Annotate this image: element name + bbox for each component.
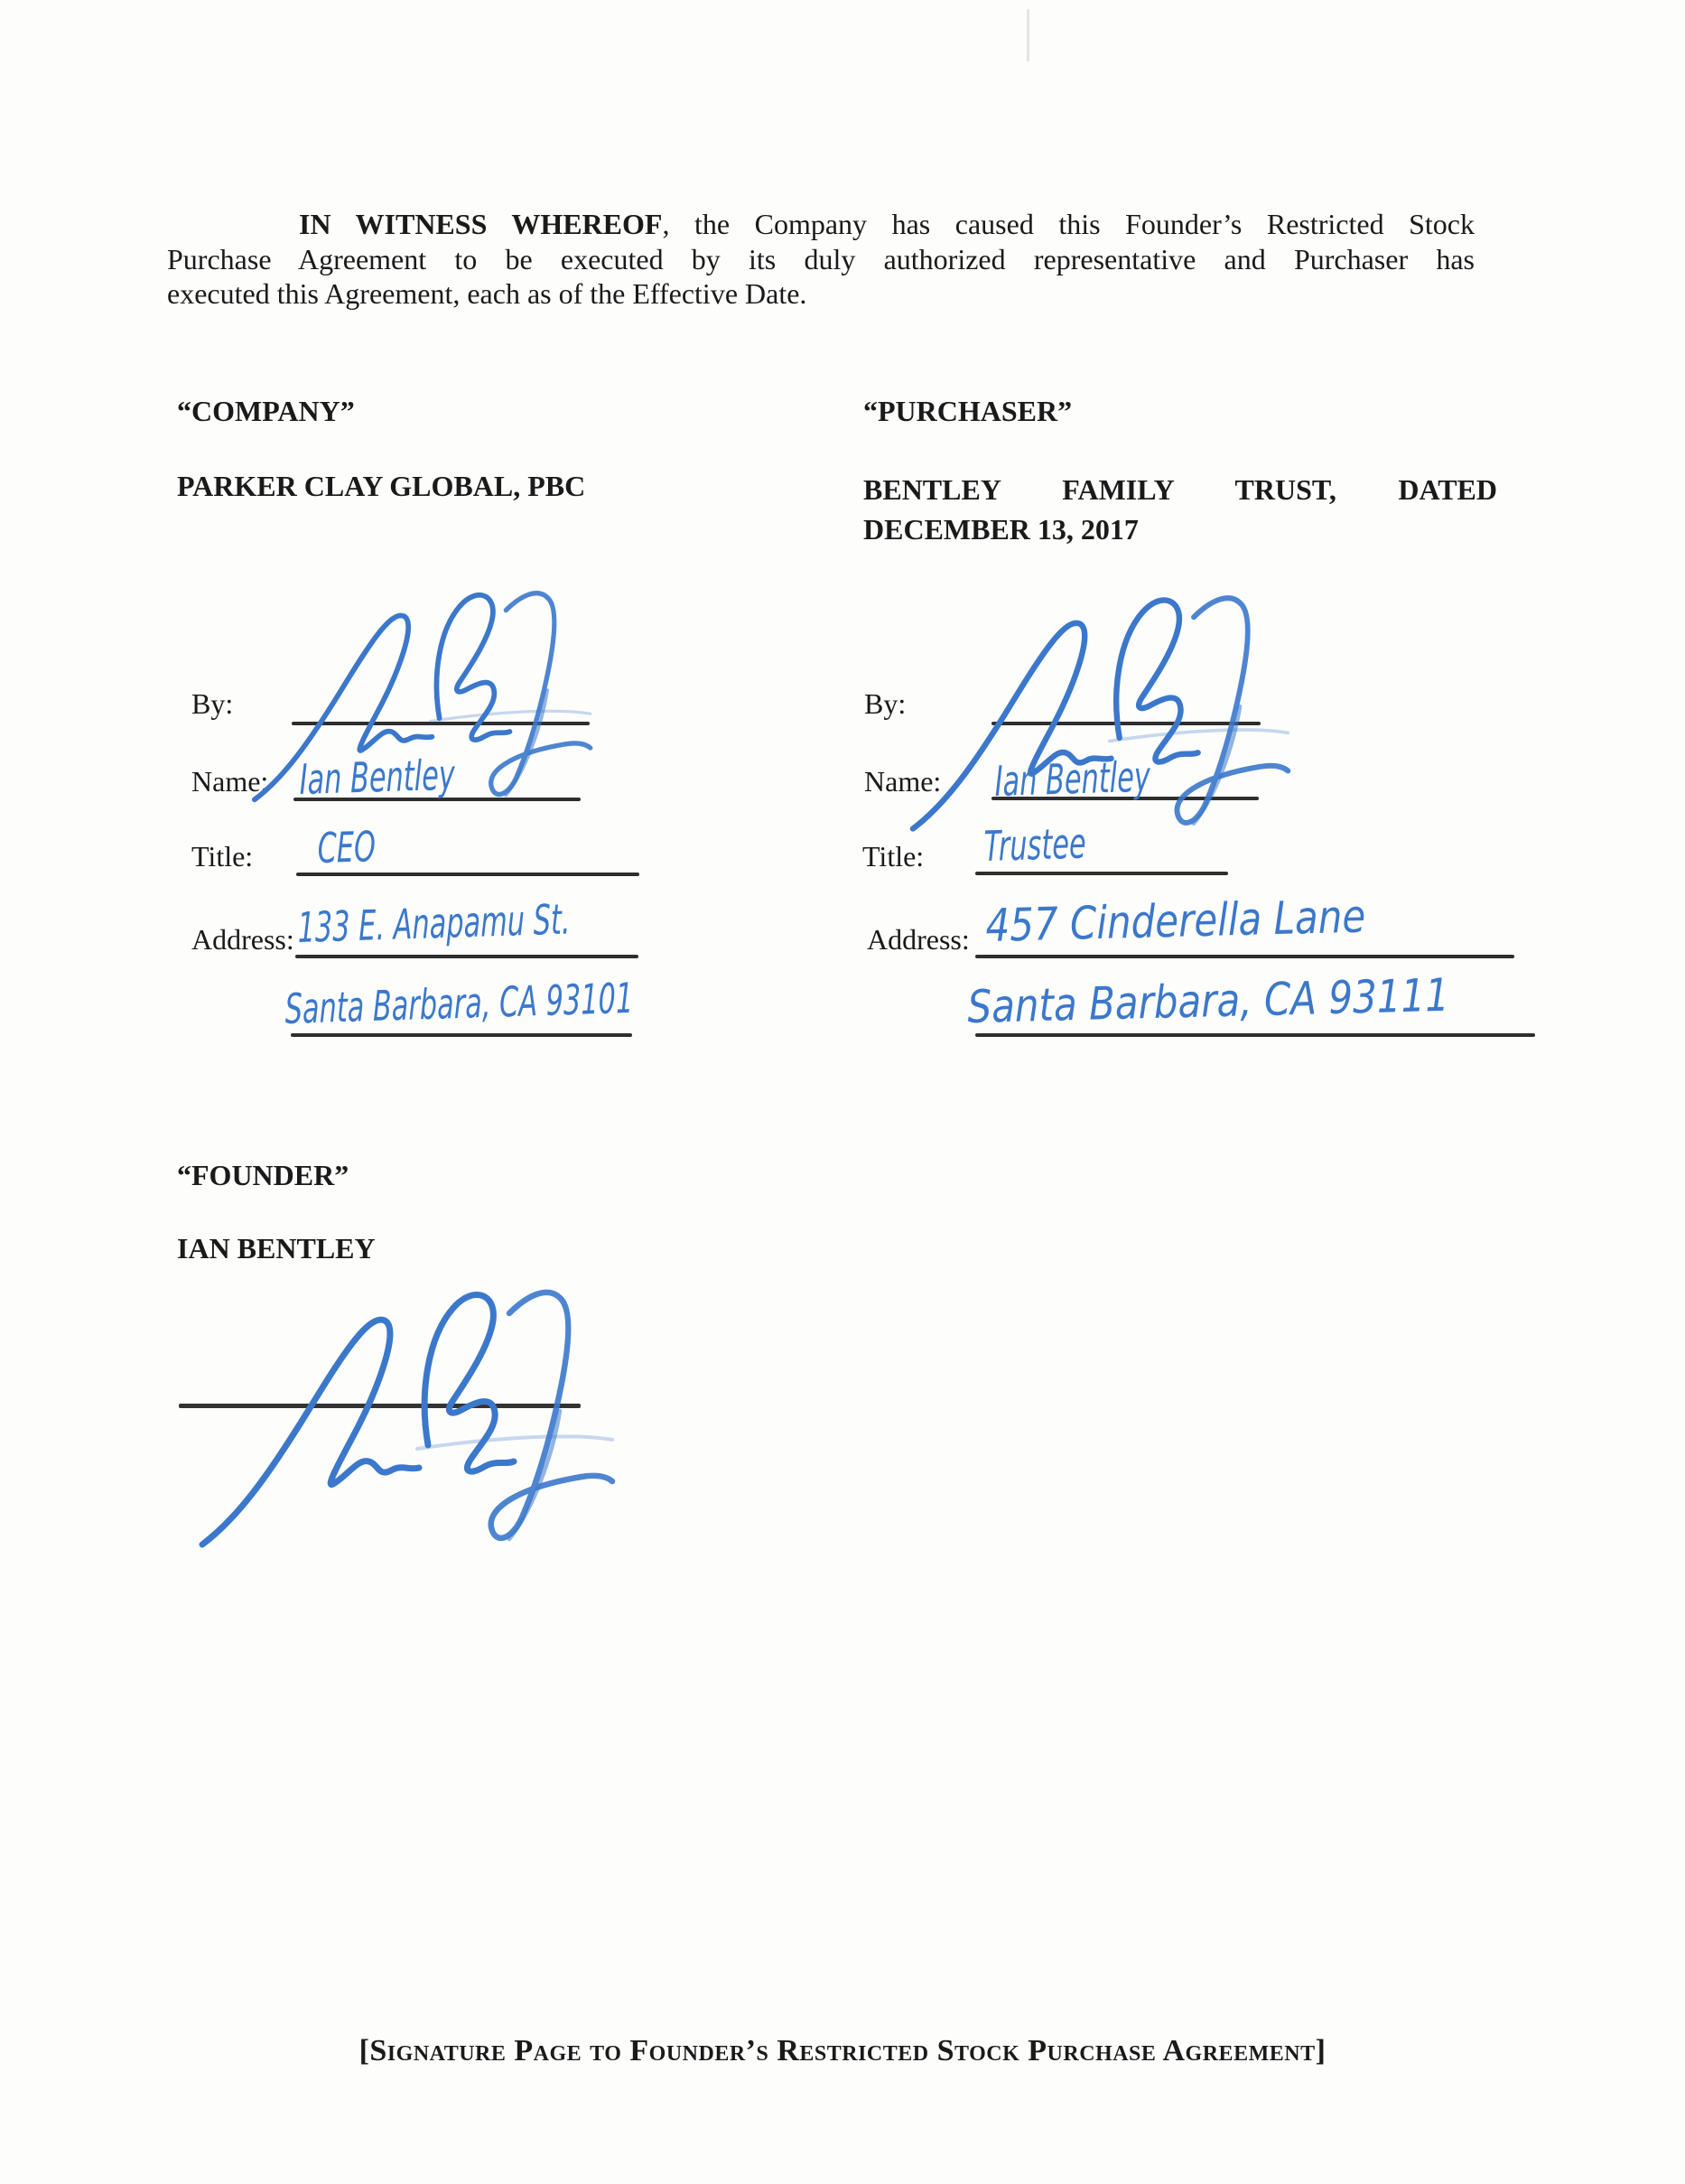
- company-name-value: Ian Bentley: [299, 750, 456, 804]
- company-title-value: CEO: [317, 821, 377, 873]
- company-heading: “COMPANY”: [177, 395, 355, 427]
- purchaser-signature-ink: [903, 546, 1291, 858]
- purchaser-by-label: By:: [864, 687, 907, 720]
- company-title-label: Title:: [191, 840, 254, 873]
- founder-heading: “FOUNDER”: [177, 1159, 349, 1191]
- company-address-value2: Santa Barbara, CA 93101: [284, 973, 634, 1033]
- purchaser-address-label: Address:: [867, 923, 970, 956]
- purchaser-address-value1: 457 Cinderella Lane: [984, 890, 1366, 952]
- purchaser-title-value: Trustee: [983, 818, 1086, 871]
- company-address-line1: [295, 955, 638, 958]
- company-address-label: Address:: [191, 923, 294, 956]
- witness-paragraph: [167, 207, 1475, 312]
- purchaser-entity-name: [863, 470, 1497, 549]
- purchaser-name-label: Name:: [864, 765, 942, 798]
- company-entity-name: PARKER CLAY GLOBAL, PBC: [177, 470, 586, 502]
- purchaser-heading: “PURCHASER”: [863, 395, 1073, 427]
- company-address-value1: 133 E. Anapamu St.: [297, 894, 571, 952]
- purchaser-title-line: [975, 872, 1228, 875]
- founder-signature-ink: [164, 1257, 643, 1555]
- company-by-label: By:: [191, 687, 234, 720]
- company-address-line2: [291, 1033, 632, 1037]
- purchaser-address-value2: Santa Barbara, CA 93111: [966, 968, 1450, 1033]
- purchaser-name-value: Ian Bentley: [994, 751, 1151, 806]
- purchaser-entity-line2: DECEMBER 13, 2017: [863, 513, 1139, 546]
- purchaser-title-label: Title:: [862, 840, 925, 873]
- purchaser-entity-line1: BENTLEY FAMILY TRUST, DATED: [863, 473, 1497, 506]
- purchaser-address-line2: [975, 1033, 1535, 1037]
- founder-entity-name: IAN BENTLEY: [177, 1232, 376, 1265]
- company-name-label: Name:: [191, 765, 269, 798]
- witness-paragraph-line3: executed this Agreement, each as of the Effective Date.: [167, 277, 807, 310]
- witness-bold-lead: IN WITNESS WHEREOF: [299, 208, 663, 240]
- witness-paragraph-line1: [167, 207, 1475, 242]
- purchaser-address-line1: [975, 955, 1514, 958]
- witness-paragraph-line2: Purchase Agreement to be executed by its duly authorized representative and Purchaser has: [167, 242, 1475, 275]
- scan-artifact: [1027, 9, 1029, 61]
- footer-signature-page-caption: [Signature Page to Founder’s Restricted Stock Purchase Agreement]: [358, 2034, 1327, 2067]
- witness-line1-rest: , the Company has caused this Founder’s Restricted Stock: [662, 208, 1476, 240]
- company-title-line: [296, 873, 639, 876]
